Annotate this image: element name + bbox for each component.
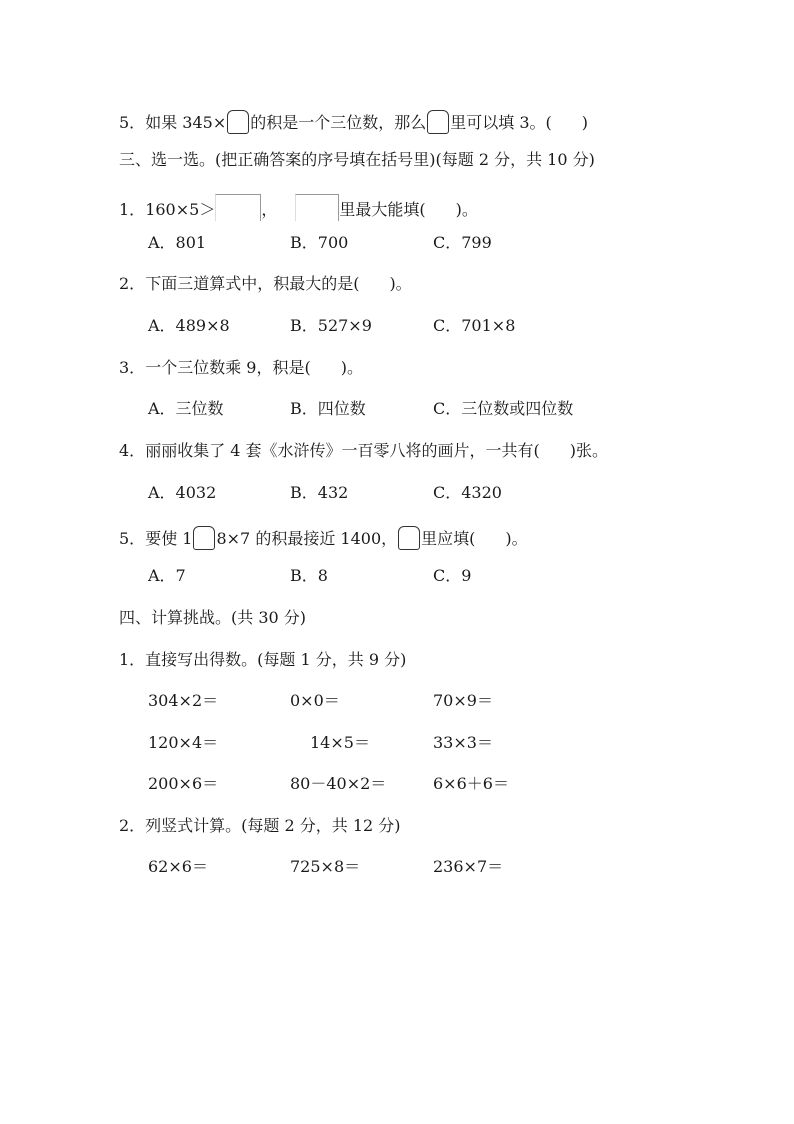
calc-item: 725×8＝ [290, 857, 361, 876]
choice-question-1 [119, 194, 478, 219]
question-text: ) [581, 113, 589, 132]
calc-item: 200×6＝ [148, 774, 219, 793]
question-number: 1． [119, 200, 146, 219]
option-c[interactable]: C．三位数或四位数 [433, 399, 574, 418]
sub-question-2-title: 2．列竖式计算。(每题 2 分，共 12 分) [119, 816, 401, 835]
option-b[interactable]: B．527×9 [290, 316, 372, 335]
calc-item: 6×6＋6＝ [433, 774, 509, 793]
question-number: 2． [119, 274, 146, 293]
question-text: 8×7 的积最接近 1400， [216, 529, 398, 548]
section-3-title: 三、选一选。(把正确答案的序号填在括号里)(每题 2 分，共 10 分) [119, 150, 595, 169]
option-a[interactable]: A．三位数 [148, 399, 224, 418]
calc-item: 62×6＝ [148, 857, 208, 876]
question-text: ， [261, 200, 278, 219]
question-text: 里应填( [421, 529, 476, 548]
question-text: 丽丽收集了 4 套《水浒传》一百零八将的画片，一共有( [145, 441, 540, 460]
question-text: )。 [389, 274, 412, 293]
option-b[interactable]: B．四位数 [290, 399, 366, 418]
choice-question-2 [119, 273, 412, 295]
option-b[interactable]: B．8 [290, 566, 328, 585]
question-text: 如果 345× [145, 113, 227, 132]
question-text: )。 [505, 529, 528, 548]
question-text: )张。 [569, 441, 609, 460]
option-c[interactable]: C．9 [433, 566, 472, 585]
true-false-question-5 [119, 110, 588, 132]
option-c[interactable]: C．701×8 [433, 316, 516, 335]
calc-item: 236×7＝ [433, 857, 504, 876]
choice-question-3 [119, 357, 363, 379]
number-box[interactable] [295, 194, 339, 221]
question-number: 3． [119, 358, 146, 377]
digit-box[interactable] [398, 526, 420, 550]
question-number: 5． [119, 113, 146, 132]
question-text: 里可以填 3。( [450, 113, 552, 132]
option-a[interactable]: A．7 [148, 566, 186, 585]
option-b[interactable]: B．432 [290, 483, 349, 502]
question-text: 160×5＞ [145, 200, 216, 219]
option-a[interactable]: A．4032 [148, 483, 217, 502]
calc-item: 304×2＝ [148, 691, 219, 710]
calc-item: 14×5＝ [310, 733, 370, 752]
question-text: )。 [455, 200, 478, 219]
question-number: 4． [119, 441, 146, 460]
section-4-title: 四、计算挑战。(共 30 分) [119, 608, 307, 627]
digit-box[interactable] [427, 110, 449, 134]
calc-item: 80－40×2＝ [290, 774, 387, 793]
question-text: 要使 1 [145, 529, 193, 548]
option-c[interactable]: C．4320 [433, 483, 502, 502]
calc-item: 0×0＝ [290, 691, 340, 710]
sub-question-1-title: 1．直接写出得数。(每题 1 分，共 9 分) [119, 650, 407, 669]
choice-question-5 [119, 526, 528, 548]
option-a[interactable]: A．801 [148, 233, 207, 252]
calc-item: 33×3＝ [433, 733, 493, 752]
question-number: 5． [119, 529, 146, 548]
option-a[interactable]: A．489×8 [148, 316, 230, 335]
question-text: 下面三道算式中，积最大的是( [145, 274, 360, 293]
calc-item: 70×9＝ [433, 691, 493, 710]
number-box[interactable] [215, 194, 261, 221]
question-text: 一个三位数乘 9，积是( [145, 358, 311, 377]
digit-box[interactable] [227, 110, 249, 134]
option-b[interactable]: B．700 [290, 233, 349, 252]
question-text: 的积是一个三位数，那么 [250, 113, 427, 132]
digit-box[interactable] [193, 526, 215, 550]
question-text: )。 [340, 358, 363, 377]
calc-item: 120×4＝ [148, 733, 219, 752]
option-c[interactable]: C．799 [433, 233, 492, 252]
question-text: 里最大能填( [339, 200, 426, 219]
choice-question-4 [119, 440, 608, 462]
